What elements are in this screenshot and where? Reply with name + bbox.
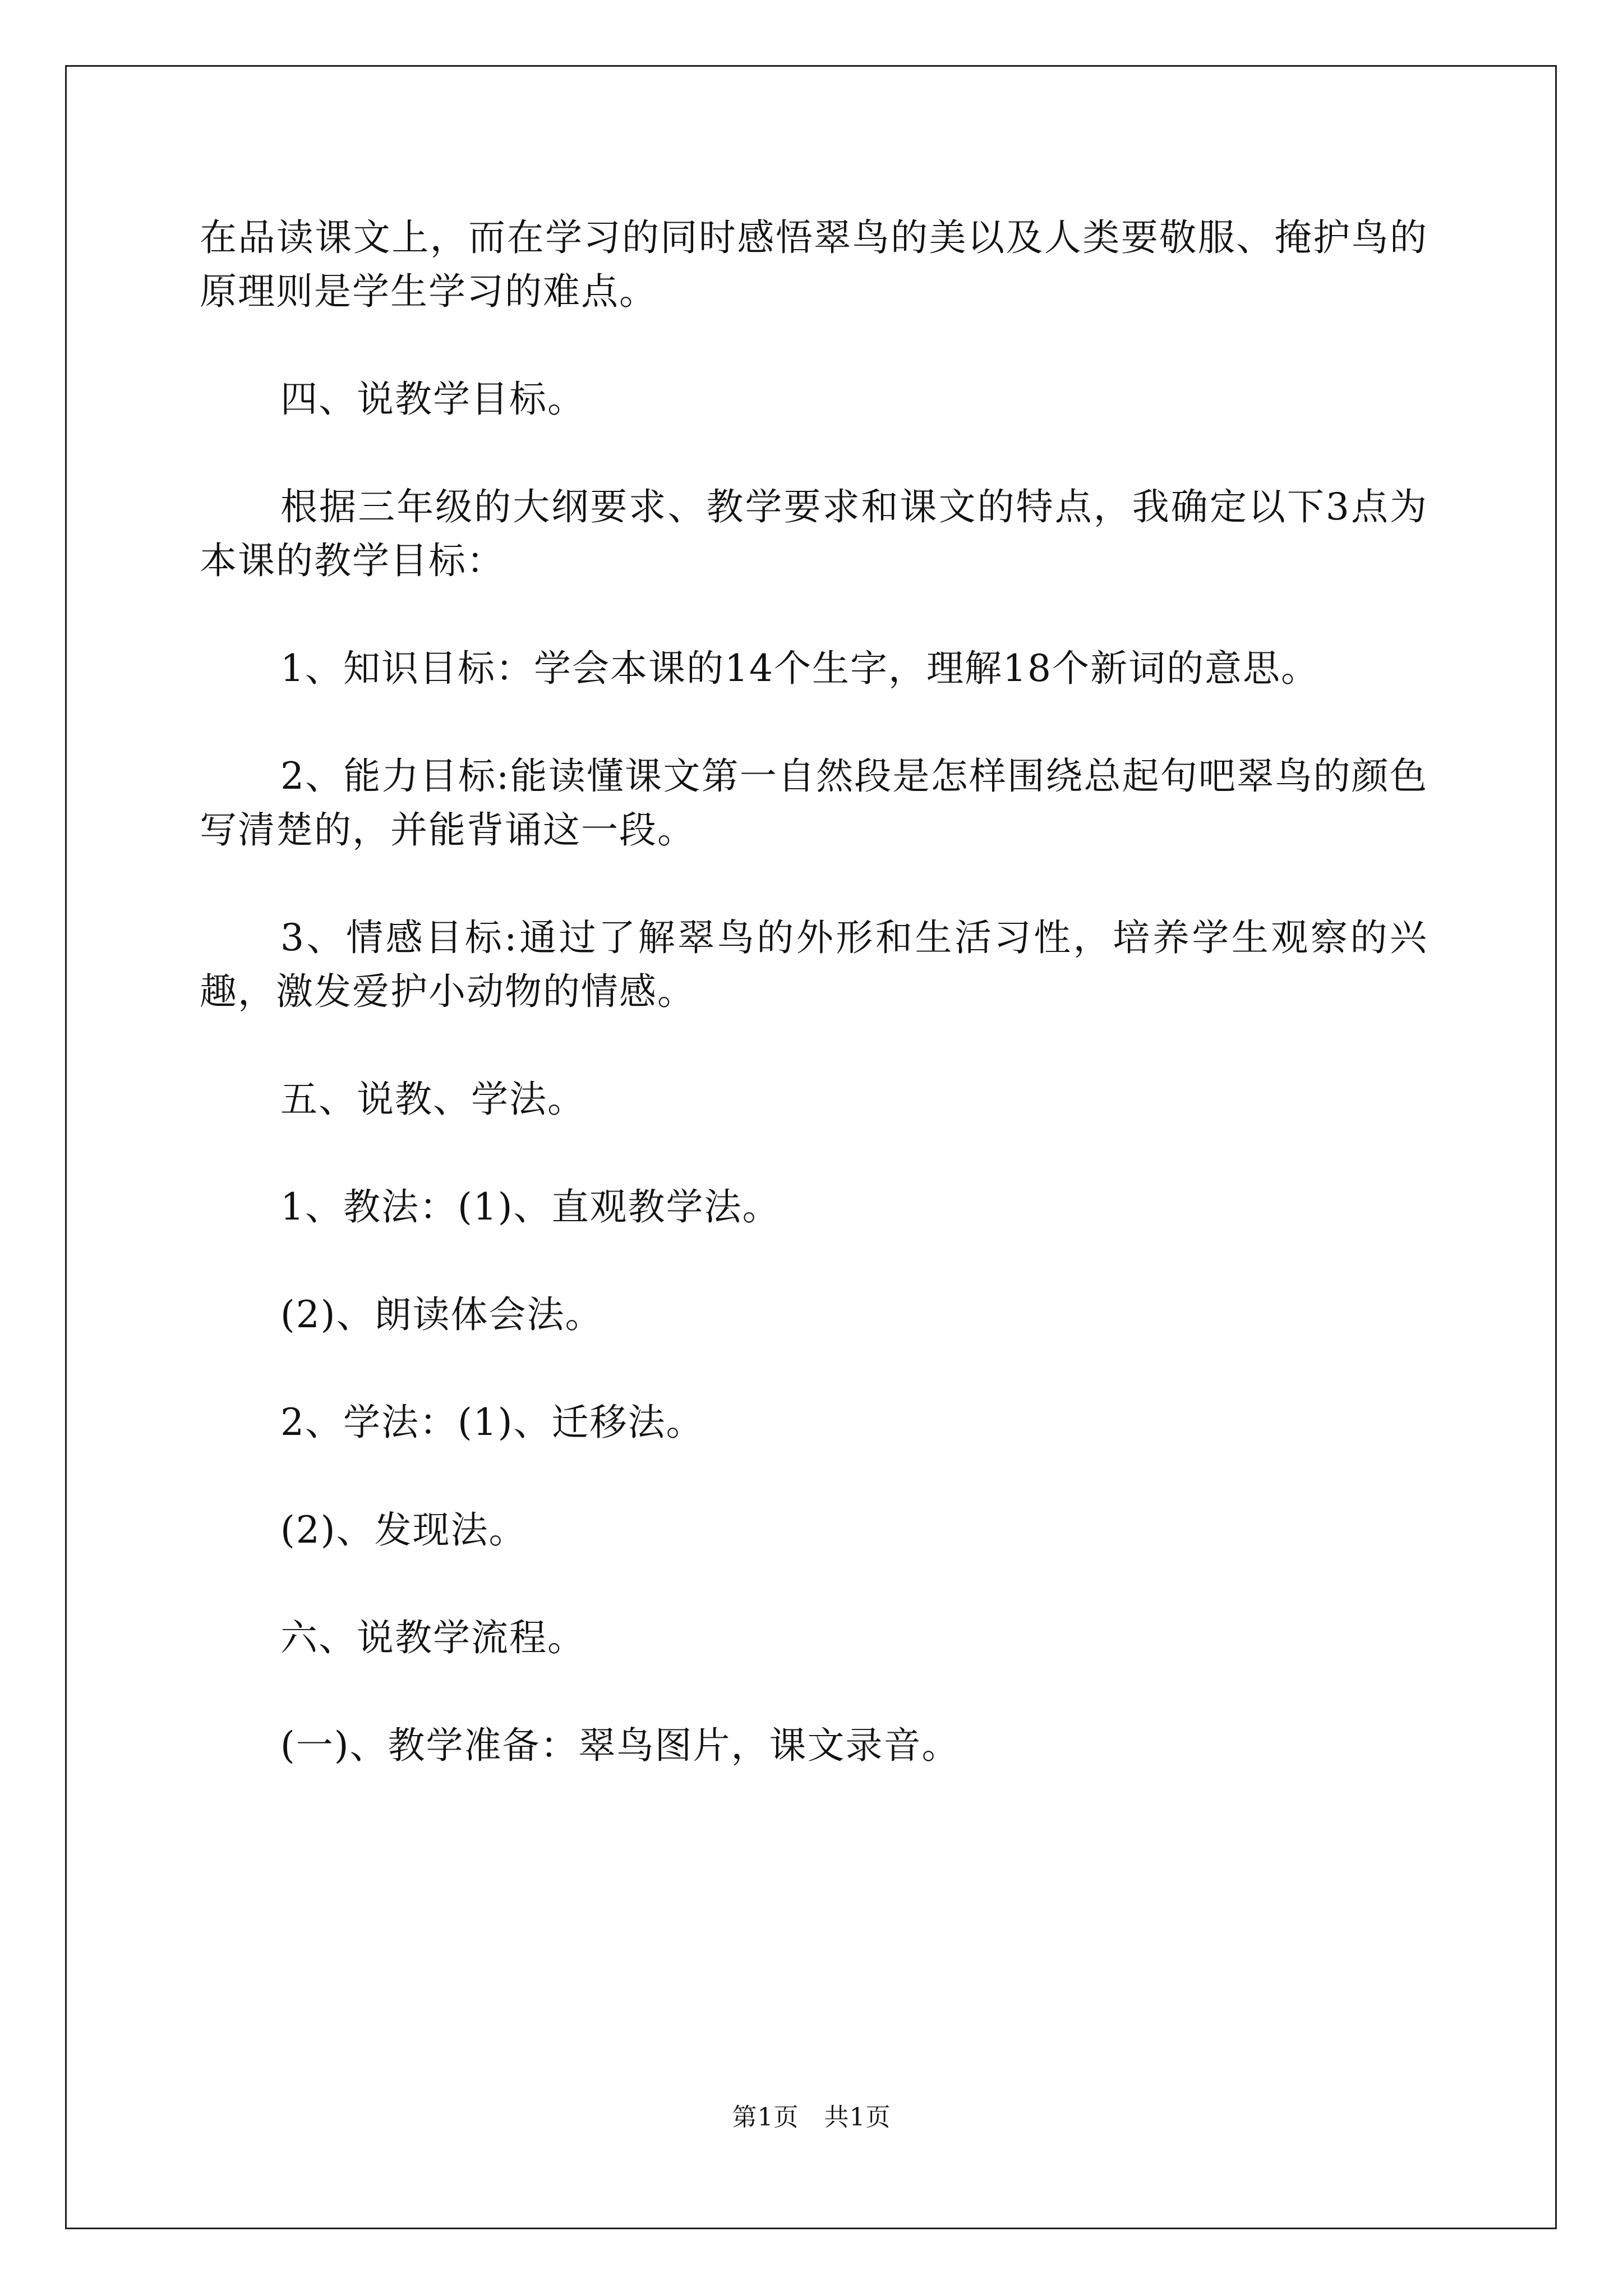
goal-emotion: 3、情感目标:通过了解翠鸟的外形和生活习性，培养学生观察的兴趣，激发爱护小动物的情感。 bbox=[200, 916, 1428, 1013]
goal-knowledge: 1、知识目标：学会本课的14个生字，理解18个新词的意思。 bbox=[280, 647, 1319, 690]
paragraph-continuation: 在品读课文上，而在学习的同时感悟翠鸟的美以及人类要敬服、掩护鸟的原理则是学生学习的难点。 bbox=[200, 216, 1428, 313]
teaching-method-2: (2)、朗读体会法。 bbox=[280, 1293, 603, 1336]
page-footer: 第1页 共1页 bbox=[732, 2103, 891, 2132]
paragraph-goals-intro: 根据三年级的大纲要求、教学要求和课文的特点，我确定以下3点为本课的教学目标： bbox=[200, 485, 1428, 582]
goal-ability: 2、能力目标:能读懂课文第一自然段是怎样围绕总起句吧翠鸟的颜色写清楚的，并能背诵这一段。 bbox=[200, 754, 1428, 852]
section-heading-methods: 五、说教、学法。 bbox=[280, 1078, 585, 1121]
learning-method-2: (2)、发现法。 bbox=[280, 1508, 527, 1552]
section-heading-process: 六、说教学流程。 bbox=[280, 1616, 585, 1659]
section-heading-teaching-goals: 四、说教学目标。 bbox=[280, 378, 585, 421]
document-body bbox=[200, 211, 1428, 1826]
teaching-method-1: 1、教法：(1)、直观教学法。 bbox=[280, 1185, 781, 1228]
learning-method-1: 2、学法：(1)、迁移法。 bbox=[280, 1401, 704, 1444]
process-step-preparation: (一)、教学准备：翠鸟图片，课文录音。 bbox=[280, 1724, 960, 1767]
